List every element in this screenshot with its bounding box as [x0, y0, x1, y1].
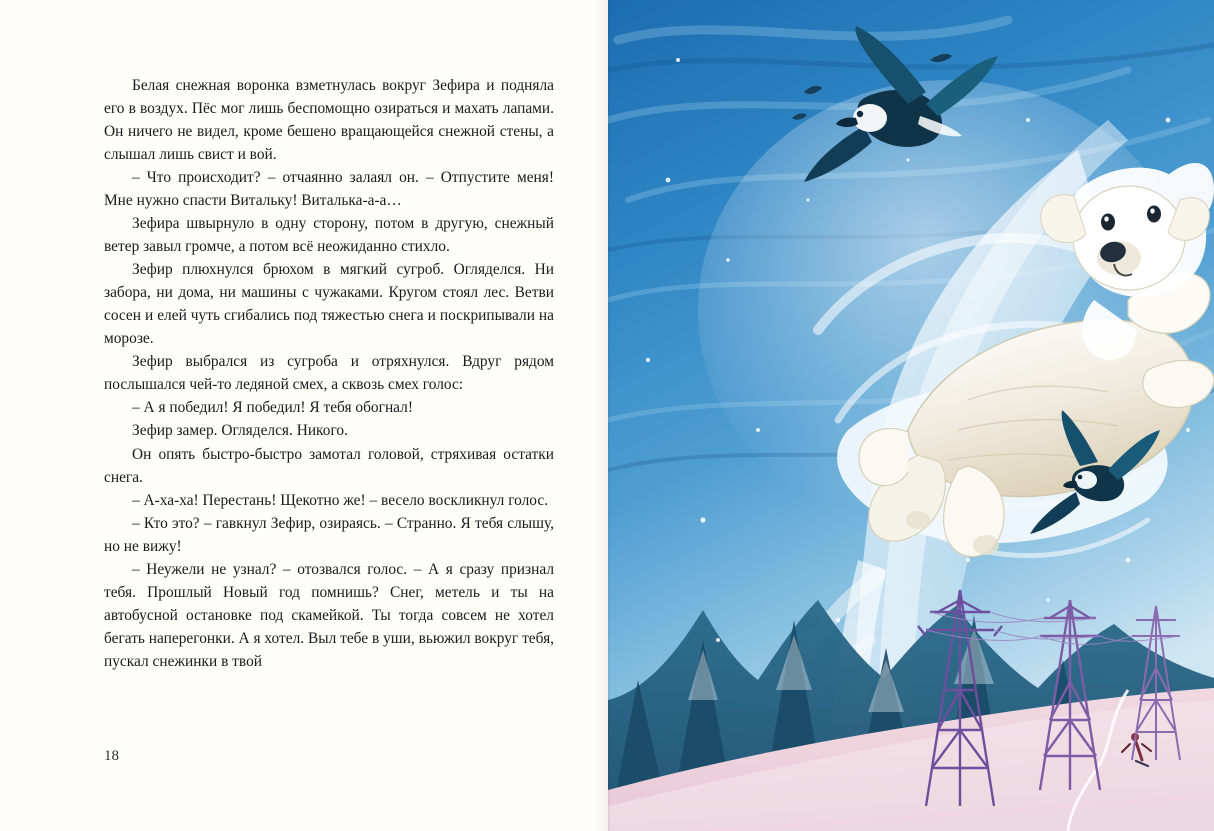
paragraph: – А-ха-ха! Перестань! Щекотно же! – весело воскликнул голос. [132, 491, 549, 509]
page-number: 18 [104, 748, 119, 764]
paragraph: – А я победил! Я победил! Я тебя обогнал! [132, 399, 413, 417]
right-illustration-page [608, 0, 1214, 831]
paragraph: Зефир замер. Огляделся. Никого. [132, 422, 348, 440]
paragraph: – Что происходит? – отчаянно залаял он. – Отпустите меня! Мне нужно спасти Витальку! Виталька-а-а… [104, 169, 554, 210]
paragraph: – Кто это? – гавкнул Зефир, озираясь. – Странно. Я тебя слышу, но не вижу! [104, 514, 554, 555]
illustration-canvas [608, 0, 1214, 831]
paragraph: Он опять быстро-быстро замотал головой, стряхивая остатки снега. [104, 445, 554, 486]
body-text [104, 74, 554, 673]
dog-eye-left [1101, 214, 1115, 231]
paragraph: Зефира швырнуло в одну сторону, потом в другую, снежный ветер завыл громче, а потом всё неожиданно стихло. [104, 215, 554, 256]
dog-tail [859, 428, 908, 485]
paragraph: – Неужели не узнал? – отозвался голос. – А я сразу признал тебя. Прошлый Новый год помнишь? Снег, метель и ты на автобусной остановке под скамейкой. Ты тогда совсем не хотел бегать наперегонки. А я хотел. Выл тебе в уши, вьюжил вокруг тебя, пускал снежинки в твой [104, 560, 554, 670]
paragraph: Зефир выбрался из сугроба и отряхнулся. Вдруг рядом послышался чей-то ледяной смех, а сквозь смех голос: [104, 353, 554, 394]
paragraph: Белая снежная воронка взметнулась вокруг Зефира и подняла его в воздух. Пёс мог лишь беспомощно озираться и махать лапами. Он ничего не видел, кроме бешено вращающейся снежной стены, а слышал лишь свист и вой. [104, 77, 554, 164]
paragraph: Зефир плюхнулся брюхом в мягкий сугроб. Огляделся. Ни забора, ни дома, ни машины с чужаками. Кругом стоял лес. Ветви сосен и елей чуть сгибались под тяжестью снега и поскрипывали на морозе. [104, 261, 554, 348]
dog-eye-right [1147, 206, 1161, 223]
